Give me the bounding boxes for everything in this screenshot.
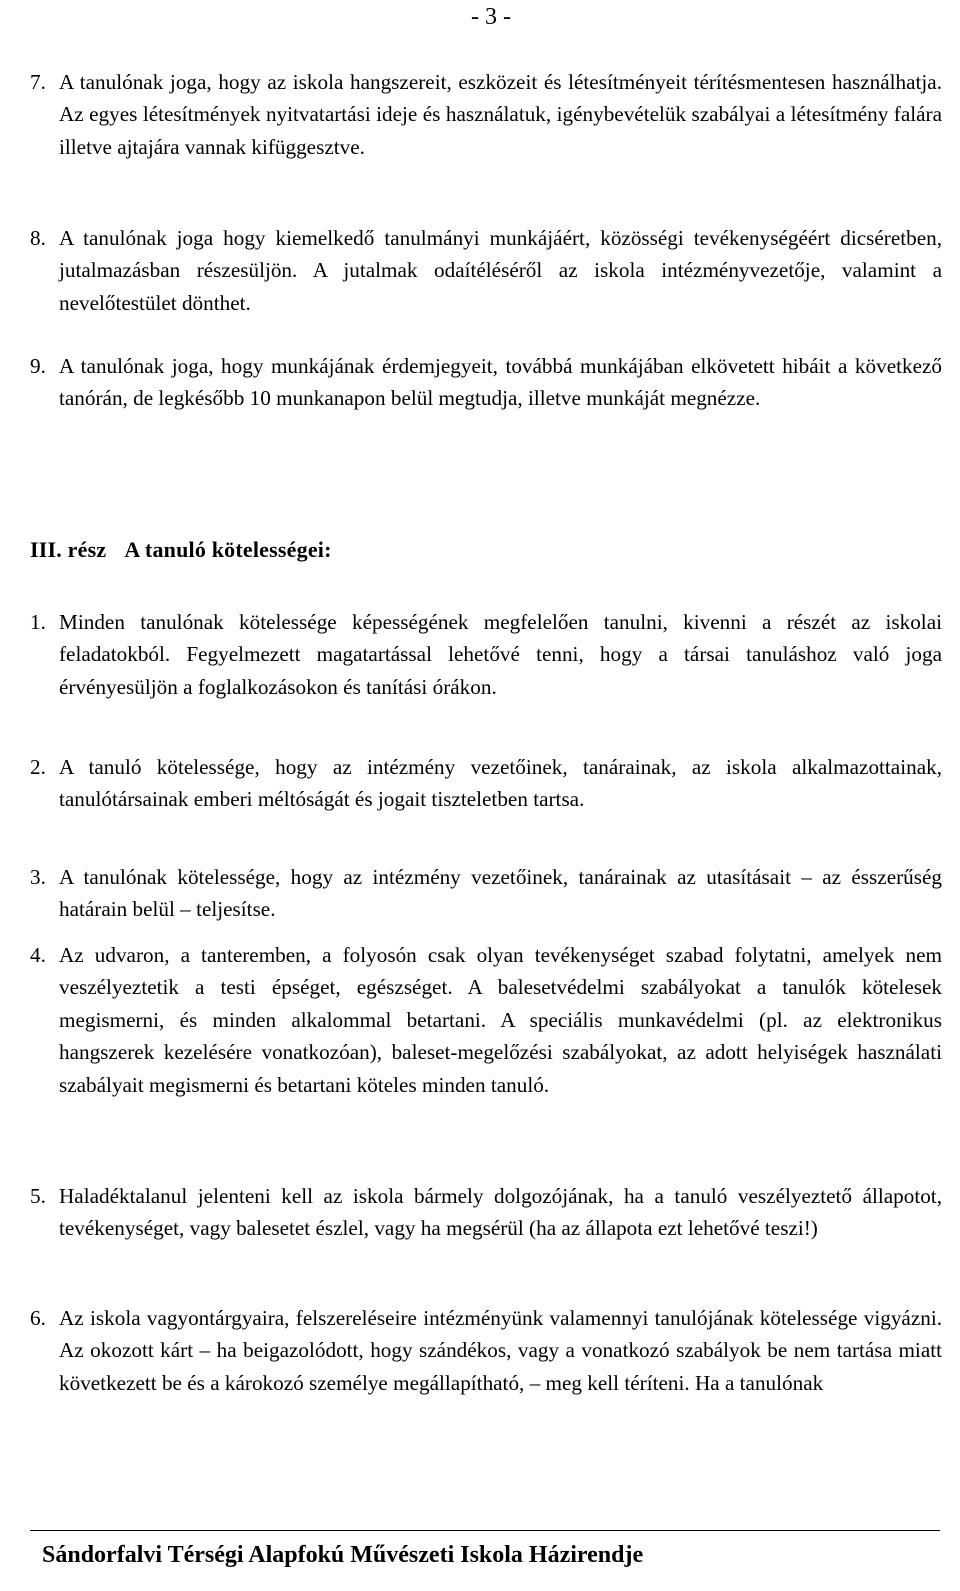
- duty-item-4: [30, 939, 942, 1101]
- item-number: 4.: [30, 943, 46, 967]
- item-number: 9.: [30, 354, 46, 378]
- rights-item-8: [30, 222, 942, 319]
- page-number: - 3 -: [471, 4, 511, 30]
- item-number: 5.: [30, 1184, 46, 1208]
- item-text: Az udvaron, a tanteremben, a folyosón csak olyan tevékenységet szabad folytatni, amelyek nem veszélyeztetik a testi épséget, egészséget. A balesetvédelmi szabályokat a tanulók kötelesek megismerni, és minden alkalommal betartani. A speciális munkavédelmi (pl. az elektronikus hangszerek kezelésére vonatkozóan), baleset-megelőzési szabályokat, az adott helyiségek használati szabályait megismerni és betartani köteles minden tanuló.: [59, 943, 942, 1097]
- item-text: A tanulónak kötelessége, hogy az intézmény vezetőinek, tanárainak az utasításait – az ésszerűség határain belül – teljesítse.: [59, 865, 942, 922]
- section-heading: [30, 534, 332, 566]
- item-text: A tanulónak joga, hogy az iskola hangszereit, eszközeit és létesítményeit térítésmentesen használhatja. Az egyes létesítmények nyitvatartási ideje és használatuk, igénybevételük szabályai a létesítmény falára illetve ajtajára vannak kifüggesztve.: [59, 70, 942, 159]
- footer-divider: [30, 1530, 940, 1531]
- item-text: A tanulónak joga, hogy munkájának érdemjegyeit, továbbá munkájában elkövetett hibáit a következő tanórán, de legkésőbb 10 munkanapon belül megtudja, illetve munkáját megnézze.: [59, 354, 942, 411]
- section-part: III. rész: [30, 537, 107, 562]
- item-text: A tanulónak joga hogy kiemelkedő tanulmányi munkájáért, közösségi tevékenységéért dicséretben, jutalmazásban részesüljön. A jutalmak odaítéléséről az iskola intézményvezetője, valamint a nevelőtestület dönthet.: [59, 226, 942, 315]
- duty-item-5: [30, 1180, 942, 1245]
- duty-item-3: [30, 861, 942, 926]
- item-text: A tanuló kötelessége, hogy az intézmény vezetőinek, tanárainak, az iskola alkalmazottainak, tanulótársainak emberi méltóságát és jogait tiszteletben tartsa.: [59, 755, 942, 812]
- item-number: 3.: [30, 865, 46, 889]
- duty-item-1: [30, 606, 942, 703]
- rights-item-9: [30, 350, 942, 415]
- item-text: Az iskola vagyontárgyaira, felszereléseire intézményünk valamennyi tanulójának kötelessége vigyázni. Az okozott kárt – ha beigazolódott, hogy szándékos, vagy a vonatkozó szabályok be nem tartása miatt következett be és a károkozó személye megállapítható, – meg kell téríteni. Ha a tanulónak: [59, 1306, 942, 1395]
- rights-item-7: [30, 66, 942, 163]
- item-number: 1.: [30, 610, 46, 634]
- item-number: 8.: [30, 226, 46, 250]
- item-text: Minden tanulónak kötelessége képességének megfelelően tanulni, kivenni a részét az iskolai feladatokból. Fegyelmezett magatartással lehetővé tenni, hogy a társai tanuláshoz való joga érvényesüljön a foglalkozásokon és tanítási órákon.: [59, 610, 942, 699]
- item-number: 7.: [30, 70, 46, 94]
- section-title: A tanuló kötelességei:: [124, 537, 332, 562]
- duty-item-2: [30, 751, 942, 816]
- item-number: 2.: [30, 755, 46, 779]
- page-footer: Sándorfalvi Térségi Alapfokú Művészeti Iskola Házirendje: [42, 1542, 644, 1568]
- item-text: Haladéktalanul jelenteni kell az iskola bármely dolgozójának, ha a tanuló veszélyeztető állapotot, tevékenységet, vagy balesetet észlel, vagy ha megsérül (ha az állapota ezt lehetővé teszi!): [59, 1184, 942, 1241]
- duty-item-6: [30, 1302, 942, 1399]
- item-number: 6.: [30, 1306, 46, 1330]
